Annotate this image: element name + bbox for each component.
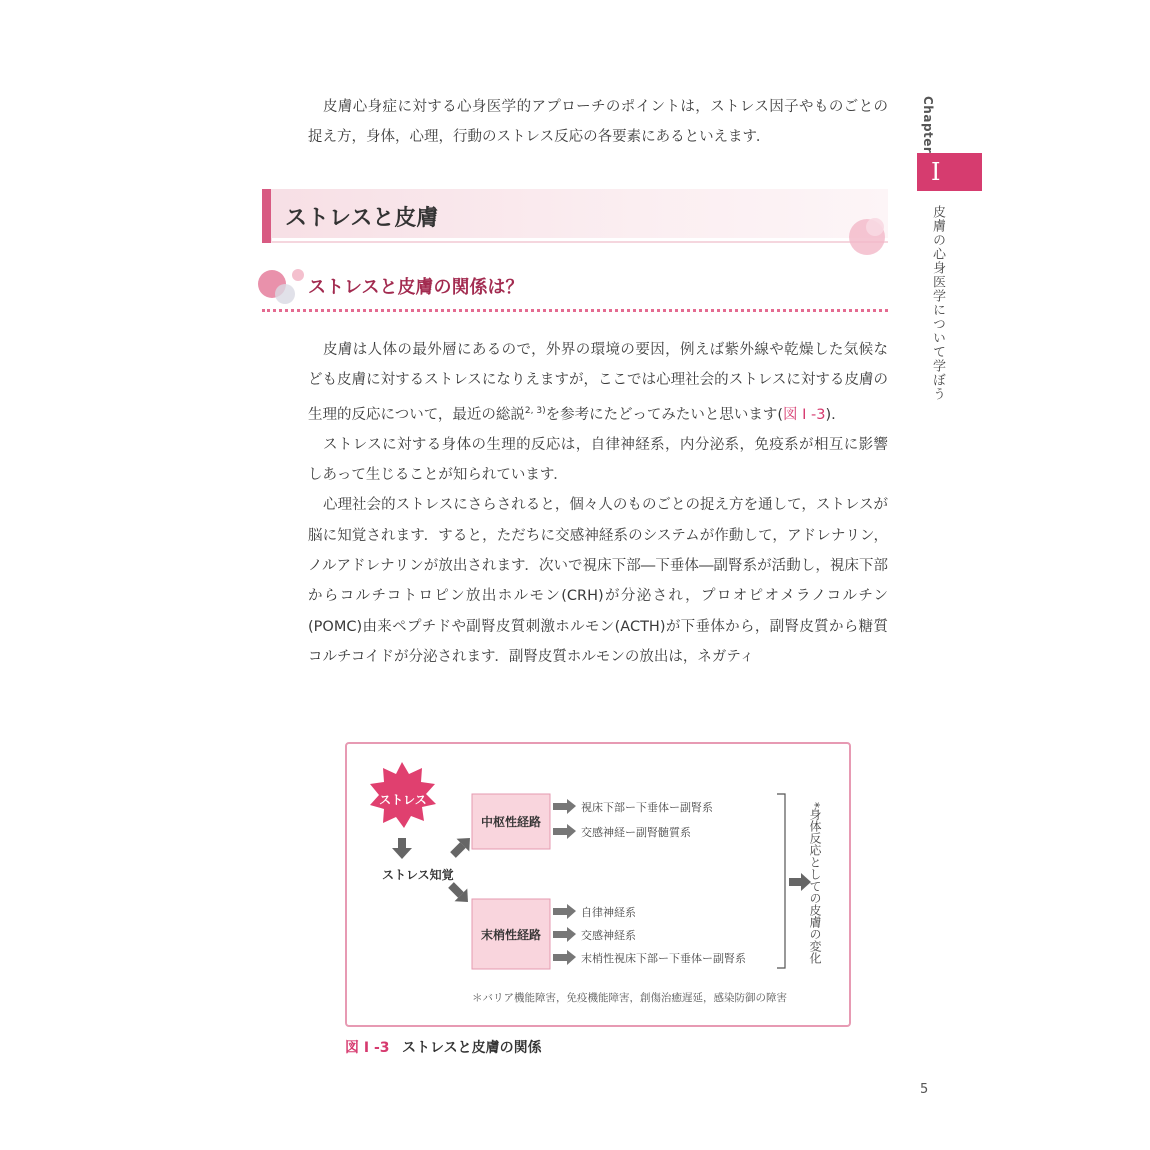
intro-paragraph (308, 92, 888, 153)
chapter-title-vertical: 皮膚の心身医学について学ぼう (930, 205, 945, 401)
bracket (777, 794, 785, 968)
dotted-divider (262, 309, 888, 312)
arrow-down-right-icon (445, 879, 475, 909)
figure-reference: 図 I -3 (783, 406, 826, 423)
peripheral-arrow-2-icon (553, 927, 576, 942)
section-title: ストレスと皮膚 (285, 206, 439, 231)
figure-reference-open: ( (777, 406, 783, 423)
peripheral-item-3: 末梢性視床下部ー下垂体ー副腎系 (581, 952, 746, 965)
stress-perception-label: ストレス知覚 (382, 868, 454, 882)
paragraph-3: 心理社会的ストレスにさらされると，個々人のものごとの捉え方を通して，ストレスが脳に知覚されます．すると，ただちに交感神経系のシステムが作動して，アドレナリン，ノルアドレナリンが放出されます．次いで視床下部―下垂体―副腎系が活動し，視床下部からコルチコトロピン放出ホルモン(CRH)が分泌され，プロオピオメラノコルチン(POMC)由来ペプチドや副腎皮質刺激ホルモン(ACTH)が下垂体から，副腎皮質から糖質コルチコイドが分泌されます．副腎皮質ホルモンの放出は，ネガティ (308, 497, 888, 665)
intro-text: 皮膚心身症に対する心身医学的アプローチのポイントは，ストレス因子やものごとの捉え方，身体，心理，行動のストレス反応の各要素にあるといえます． (308, 99, 888, 146)
stress-label: ストレス (379, 793, 427, 807)
paragraph-2: ストレスに対する身体の生理的反応は，自律神経系，内分泌系，免疫系が相互に影響しあって生じることが知られています． (308, 436, 888, 484)
figure-caption-number: 図 I -3 (345, 1040, 390, 1056)
central-arrow-1-icon (553, 799, 576, 814)
down-arrow-icon (392, 838, 412, 859)
body-text (308, 335, 888, 672)
figure-diagram (345, 742, 851, 1027)
paragraph-1-text-a: 皮膚は人体の最外層にあるので，外界の環境の要因，例えば紫外線や乾燥した気候なども皮膚に対するストレスになりえますが，ここでは心理社会的ストレスに対する皮膚の生理的反応について，最近の総説 (308, 342, 888, 423)
peripheral-item-2: 交感神経系 (581, 929, 636, 942)
peripheral-arrow-1-icon (553, 904, 576, 919)
figure-footnote: ＊バリア機能障害，免疫機能障害，創傷治癒遅延，感染防御の障害 (472, 992, 787, 1004)
result-label: *身体反応としての皮膚の変化 (808, 802, 822, 964)
bubbles-icon (255, 264, 307, 306)
page-number: 5 (920, 1082, 929, 1097)
central-item-2: 交感神経ー副腎髄質系 (581, 826, 691, 839)
figure-reference-close: ). (825, 406, 836, 423)
central-pathway-label: 中枢性経路 (480, 815, 542, 829)
peripheral-item-1: 自律神経系 (581, 906, 636, 919)
paragraph-1 (308, 335, 888, 430)
peripheral-arrow-3-icon (553, 950, 576, 965)
decorative-circles-icon (845, 215, 890, 260)
section-heading-accent (262, 189, 271, 243)
peripheral-pathway-label: 末梢性経路 (480, 928, 542, 942)
citation-superscript: 2, 3) (524, 405, 546, 416)
subsection-title: ストレスと皮膚の関係は？ (308, 277, 524, 298)
central-item-1: 視床下部ー下垂体ー副腎系 (581, 801, 713, 814)
paragraph-1-text-b: を参考にたどってみたいと思います (545, 406, 778, 423)
section-heading-underline (272, 238, 888, 243)
figure-caption-text: ストレスと皮膚の関係 (402, 1040, 542, 1056)
central-arrow-2-icon (553, 824, 576, 839)
chapter-number-tab: I (917, 153, 982, 191)
chapter-label: Chapter (921, 96, 935, 154)
